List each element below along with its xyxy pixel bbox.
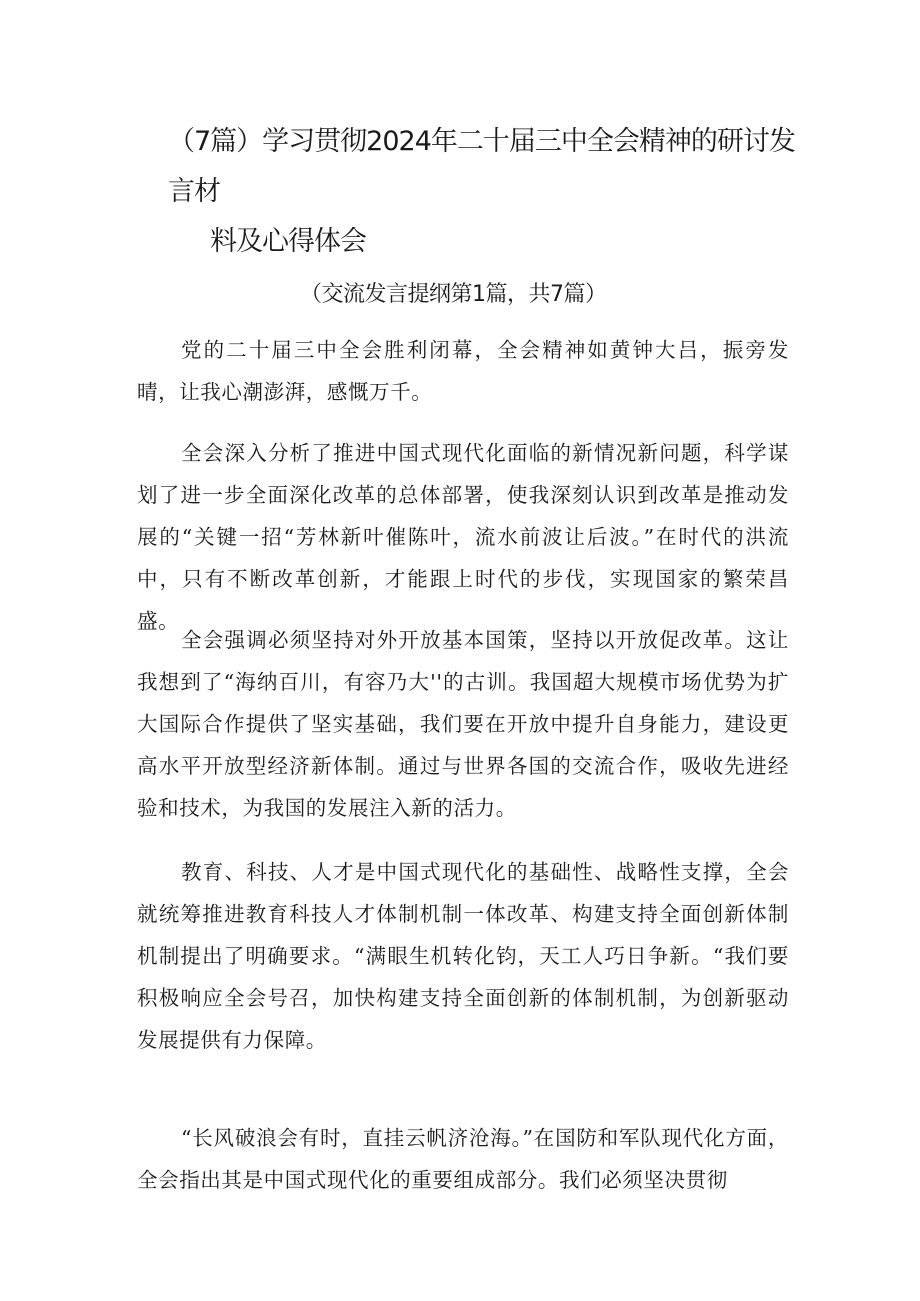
document-title-line-2: 料及心得体会 bbox=[210, 226, 366, 257]
document-title-line-1: （7篇）学习贯彻2024年二十届三中全会精神的研讨发言材 bbox=[168, 126, 795, 207]
body-paragraph-2: 全会深入分析了推进中国式现代化面临的新情况新问题，科学谋划了进一步全面深化改革的总体部署，使我深刻认识到改革是推动发展的“关键一招“芳林新叶催陈叶，流水前波让后波。”在时代的洪流中，只有不断改革创新，才能跟上时代的步伐，实现国家的繁荣昌盛。 bbox=[137, 441, 789, 633]
body-paragraph-3: 全会强调必须坚持对外开放基本国策，坚持以开放促改革。这让我想到了“海纳百川，有容乃大''的古训。我国超大规模市场优势为扩大国际合作提供了坚实基础，我们要在开放中提升自身能力，建设更高水平开放型经济新体制。通过与世界各国的交流合作，吸收先进经验和技术，为我国的发展注入新的活力。 bbox=[137, 628, 789, 820]
document-subtitle: （交流发言提纲第1篇，共7篇） bbox=[300, 282, 607, 307]
body-paragraph-4: 教育、科技、人才是中国式现代化的基础性、战略性支撑，全会就统筹推进教育科技人才体制机制一体改革、构建支持全面创新体制机制提出了明确要求。“满眼生机转化钧，天工人巧日争新。“我们要积极响应全会号召，加快构建支持全面创新的体制机制，为创新驱动发展提供有力保障。 bbox=[137, 860, 789, 1052]
body-paragraph-5: “长风破浪会有时，直挂云帆济沧海。”在国防和军队现代化方面，全会指出其是中国式现代化的重要组成部分。我们必须坚决贯彻 bbox=[137, 1126, 789, 1192]
document-title bbox=[168, 117, 808, 267]
body-paragraph-1: 党的二十届三中全会胜利闭幕，全会精神如黄钟大吕，振旁发晴，让我心潮澎湃，感慨万千。 bbox=[137, 338, 789, 404]
